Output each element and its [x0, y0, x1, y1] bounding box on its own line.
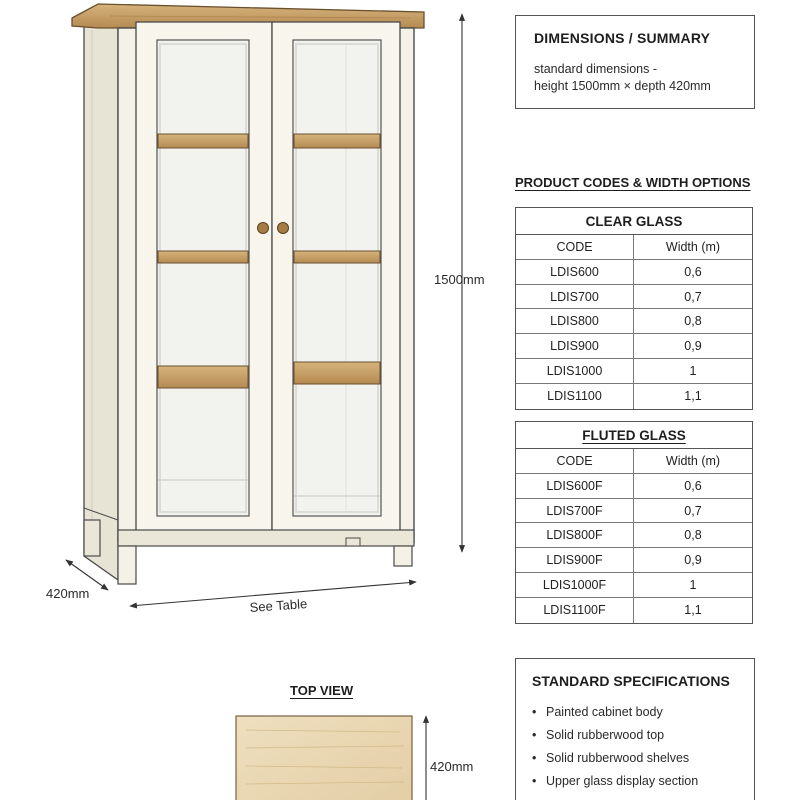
- width-cell: 0,8: [684, 314, 702, 329]
- fluted-glass-table: [515, 421, 753, 624]
- table-row: [516, 499, 752, 524]
- width-cell: 0,9: [684, 553, 702, 568]
- code-cell: LDIS600F: [516, 474, 634, 498]
- width-cell: 0,6: [684, 478, 702, 493]
- code-header: CODE: [516, 235, 634, 259]
- code-header: CODE: [516, 449, 634, 473]
- table-row: [516, 309, 752, 334]
- table-row: [516, 260, 752, 285]
- back-right-leg: [346, 538, 360, 546]
- code-cell: LDIS1100F: [516, 598, 634, 623]
- specs-title: STANDARD SPECIFICATIONS: [532, 673, 730, 689]
- width-cell: 1,1: [684, 602, 702, 617]
- right-glass: [293, 40, 381, 516]
- cabinet-side-panel: [84, 16, 118, 580]
- table-row: [516, 548, 752, 573]
- code-cell: LDIS600: [516, 260, 634, 284]
- base-rail: [118, 530, 414, 546]
- width-label: See Table: [249, 596, 308, 615]
- table-row: [516, 474, 752, 499]
- width-cell: 0,9: [684, 339, 702, 354]
- front-right-leg: [394, 546, 412, 566]
- spec-text: Solid rubberwood top: [546, 728, 665, 742]
- width-header: Width (m): [665, 240, 721, 254]
- code-cell: LDIS700: [516, 285, 634, 309]
- height-label: 1500mm: [434, 272, 485, 287]
- fluted-glass-title: FLUTED GLASS: [516, 422, 752, 449]
- product-codes-title: PRODUCT CODES & WIDTH OPTIONS: [515, 175, 751, 190]
- clear-glass-title: CLEAR GLASS: [516, 208, 752, 235]
- code-cell: LDIS700F: [516, 499, 634, 523]
- table-row: [516, 384, 752, 409]
- list-item: [532, 701, 738, 724]
- summary-line-2: height 1500mm × depth 420mm: [534, 79, 711, 93]
- code-cell: LDIS800: [516, 309, 634, 333]
- left-knob: [258, 223, 269, 234]
- spec-text: Painted cabinet body: [546, 705, 663, 719]
- width-cell: 1,1: [684, 388, 702, 403]
- code-cell: LDIS1000F: [516, 573, 634, 597]
- standard-specifications-box: [515, 658, 755, 800]
- width-cell: 0,6: [684, 264, 702, 279]
- width-header: Width (m): [665, 454, 721, 468]
- bullet-icon: •: [532, 774, 537, 788]
- specs-list: [532, 701, 738, 793]
- width-cell: 0,7: [684, 289, 702, 304]
- width-cell: 1: [689, 577, 697, 592]
- depth-label: 420mm: [46, 586, 90, 601]
- width-cell: 0,8: [684, 528, 702, 543]
- bullet-icon: •: [532, 751, 537, 765]
- table-header-row: [516, 449, 752, 474]
- code-cell: LDIS1000: [516, 359, 634, 383]
- width-cell: 0,7: [684, 503, 702, 518]
- code-cell: LDIS1100: [516, 384, 634, 409]
- code-cell: LDIS900: [516, 334, 634, 358]
- top-view-rect: [236, 716, 412, 800]
- dimensions-summary-box: [515, 15, 755, 109]
- spec-text: Upper glass display section: [546, 774, 699, 788]
- spec-text: Solid rubberwood shelves: [546, 751, 690, 765]
- clear-glass-table: [515, 207, 753, 410]
- summary-line-1: standard dimensions -: [534, 62, 657, 76]
- width-cell: 1: [689, 363, 697, 378]
- list-item: [532, 747, 738, 770]
- top-view-depth-label: 420mm: [430, 759, 474, 774]
- list-item: [532, 724, 738, 747]
- table-row: [516, 334, 752, 359]
- table-row: [516, 598, 752, 623]
- table-row: [516, 573, 752, 598]
- table-row: [516, 359, 752, 384]
- back-left-leg: [84, 520, 100, 556]
- list-item: [532, 770, 738, 793]
- top-view-title: TOP VIEW: [290, 683, 354, 698]
- right-knob: [278, 223, 289, 234]
- bullet-icon: •: [532, 705, 537, 719]
- table-row: [516, 285, 752, 310]
- code-cell: LDIS800F: [516, 523, 634, 547]
- front-left-leg: [118, 546, 136, 584]
- left-glass: [157, 40, 249, 516]
- bullet-icon: •: [532, 728, 537, 742]
- summary-title: DIMENSIONS / SUMMARY: [534, 30, 711, 46]
- table-row: [516, 523, 752, 548]
- code-cell: LDIS900F: [516, 548, 634, 572]
- table-header-row: [516, 235, 752, 260]
